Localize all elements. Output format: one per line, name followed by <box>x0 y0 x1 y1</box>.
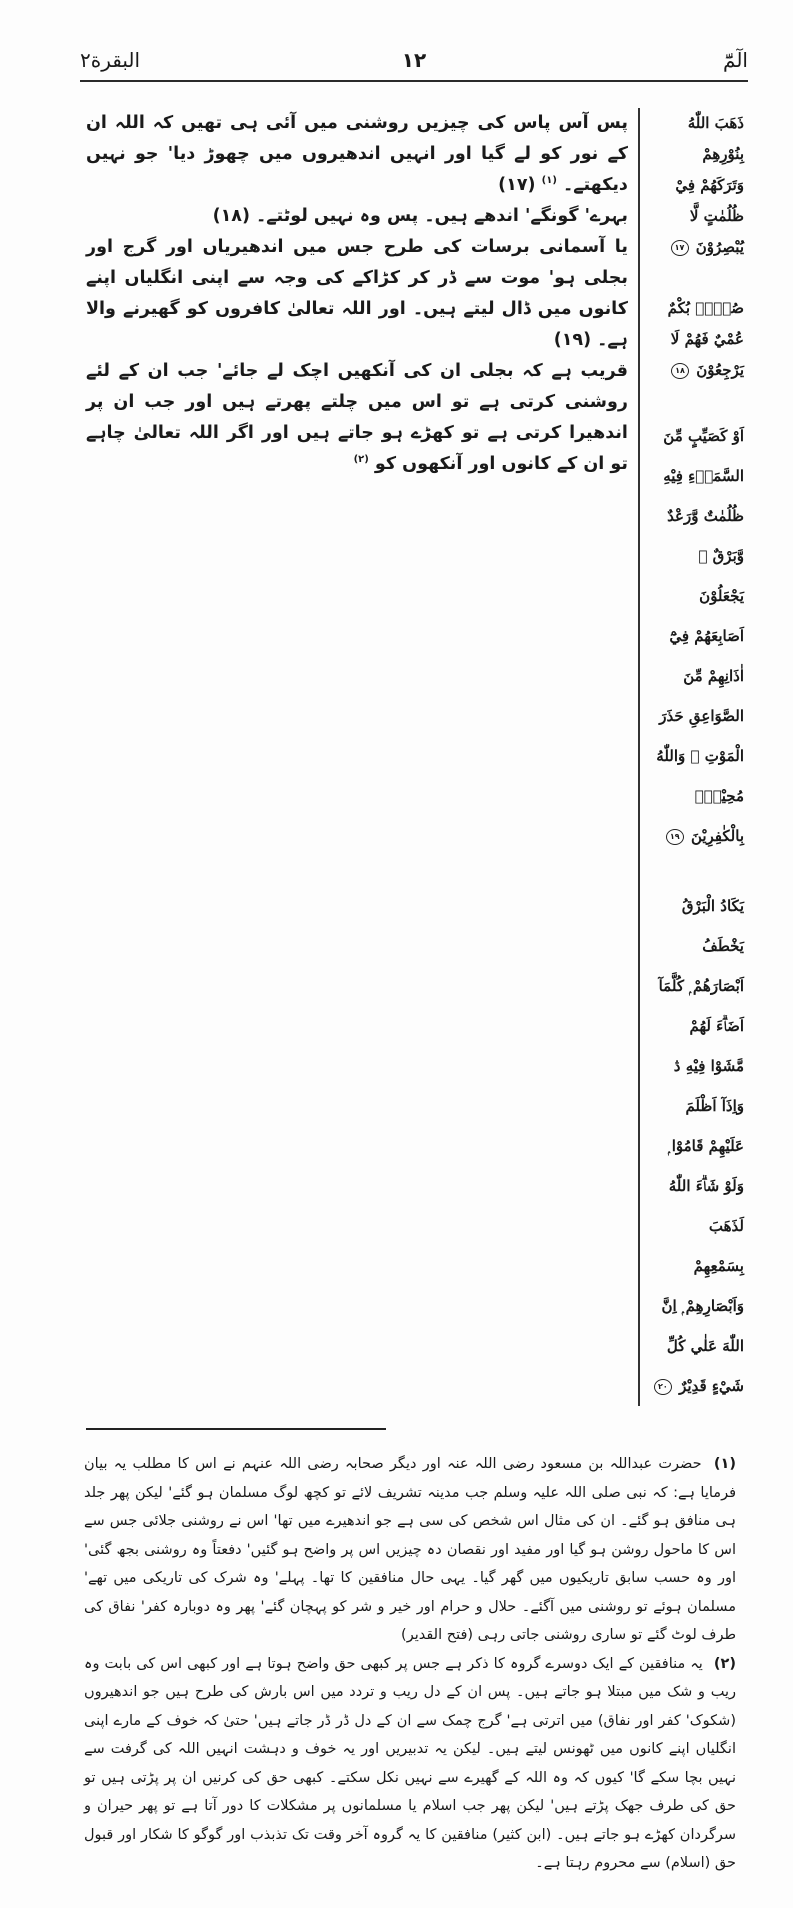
translation-paragraph <box>86 108 628 201</box>
footnote <box>84 1650 736 1878</box>
surah-name: البقرة٢ <box>80 48 141 72</box>
page-header <box>80 46 748 76</box>
urdu-translation-column <box>80 108 638 1406</box>
translation-text: پس آس پاس کی چیزیں روشنی میں آئی ہی تھیں کہ اللہ ان کے نور کو لے گیا اور انہیں اندھیروں میں چھوڑ دیا' جو نہیں دیکھتے۔ <box>86 113 628 195</box>
footnote-text: یہ منافقین کے ایک دوسرے گروہ کا ذکر ہے جس پر کبھی حق واضح ہوتا ہے اور کبھی اس کی بابت وہ ریب و شک میں مبتلا ہو جاتے ہیں۔ پس ان کے دل ریب و تردد میں اس بارش کی طرح ہیں جو اندھیروں (شکوک' کفر اور نفاق) میں اترتی ہے' گرج چمک سے ان کے دل ڈر ڈر جاتے ہیں' حتیٰ کہ خوف کے مارے اپنی انگلیاں اپنے کانوں میں ٹھونس لیتے ہیں۔ لیکن یہ تدبیریں اور یہ خوف و دہشت انہیں اللہ کی گرفت سے نہیں بچا سکے گا' کیوں کہ وہ اللہ کے گھیرے سے نہیں نکل سکتے۔ کبھی حق کی کرنیں ان پر پڑتی ہیں تو حق کی طرف جھک پڑتے ہیں' لیکن پھر جب اسلام یا مسلمانوں پر مشکلات کا دور آتا ہے تو پھر حیران و سرگردان کھڑے ہو جاتے ہیں۔ (ابن کثیر) منافقین کا یہ گروہ آخر وقت تک تذبذب اور گوگو کا شکار اور قبول حق (اسلام) سے محروم رہتا ہے۔ <box>84 1655 736 1871</box>
translation-text: یا آسمانی برسات کی طرح جس میں اندھیریاں اور گرج اور بجلی ہو' موت سے ڈر کر کڑاکے کی وجہ سے اپنی انگلیاں اپنے کانوں میں ڈال لیتے ہیں۔ اور اللہ تعالیٰ کافروں کو گھیرنے والا ہے۔ <box>86 237 628 350</box>
juz-name: الٓمّٓ <box>723 48 748 72</box>
verse-number: (١٧) <box>498 175 536 195</box>
verse-number: (١٨) <box>212 206 250 226</box>
footnote-ref[interactable]: (١) <box>541 175 557 187</box>
translation-text: قریب ہے کہ بجلی ان کی آنکھیں اچک لے جائے' جب ان کے لئے روشنی کرتی ہے تو اس میں چلتے پھرتے ہیں اور جب ان پر اندھیرا کرتی ہے تو کھڑے ہو جاتے ہیں اور اگر اللہ تعالیٰ چاہے تو ان کے کانوں اور آنکھوں کو <box>86 361 628 474</box>
arabic-verse <box>654 108 744 263</box>
translation-paragraph <box>86 201 628 232</box>
translation-paragraph <box>86 232 628 356</box>
footnotes <box>84 1450 736 1878</box>
ayah-end-marker-icon: ١٨ <box>671 363 689 379</box>
page-number: ١٢ <box>401 48 427 72</box>
footnote-ref[interactable]: (٢) <box>353 454 369 466</box>
arabic-verse <box>654 293 744 386</box>
arabic-verse-text: اَوْ كَصَيِّبٍ مِّنَ السَّمَاۗءِ فِيْهِ ظُلُمٰتٌ وَّرَعْدٌ وَّبَرْقٌ ۚ يَجْعَلُوْنَ اَصَابِعَهُمْ فِيْٓ اٰذَانِهِمْ مِّنَ الصَّوَاعِقِ حَذَرَ الْمَوْتِ ۭ وَاللّٰهُ مُحِيْطٌۢ بِالْكٰفِرِيْنَ <box>656 427 744 845</box>
footnote-separator <box>86 1428 386 1430</box>
arabic-verse <box>654 886 744 1406</box>
ayah-end-marker-icon: ١٧ <box>671 240 689 256</box>
footnote-text: حضرت عبداللہ بن مسعود رضی اللہ عنہ اور دیگر صحابہ رضی اللہ عنہم نے اس کا مطلب یہ بیان فرمایا ہے: کہ نبی صلی اللہ علیہ وسلم جب مدینہ تشریف لائے تو کچھ لوگ مسلمان ہو گئے' لیکن پھر جلد ہی منافق ہو گئے۔ ان کی مثال اس شخص کی سی ہے جو اندھیرے میں تھا' اس نے روشنی جلائی جس سے اس کا ماحول روشن ہو گیا اور مفید اور نقصان دہ چیزیں اس پر واضح ہو گئیں' دفعتاً وہ روشنی بجھ گئی' اور وہ حسب سابق تاریکیوں میں گھر گیا۔ یہی حال منافقین کا تھا۔ پہلے' وہ شرک کی تاریکی میں تھے' مسلمان ہوئے تو روشنی میں آگئے۔ حلال و حرام اور خیر و شر کو پہچان گئے' پھر وہ دوبارہ کفر' نفاق کی طرف لوٹ گئے تو ساری روشنی جاتی رہی <box>84 1456 736 1643</box>
header-rule <box>80 80 748 82</box>
translation-text: بہرے' گونگے' اندھے ہیں۔ پس وہ نہیں لوٹتے۔ <box>256 206 628 226</box>
arabic-verse-text: صُمٌّۢ بُكْمٌ عُمْيٌ فَهُمْ لَا يَرْجِعُوْنَ <box>667 299 744 379</box>
ayah-end-marker-icon: ٢٠ <box>654 1379 672 1395</box>
ayah-end-marker-icon: ١٩ <box>666 829 684 845</box>
arabic-verse-text: ذَهَبَ اللّٰهُ بِنُوْرِهِمْ وَتَرَكَهُمْ فِيْ ظُلُمٰتٍ لَّا يُبْصِرُوْنَ <box>675 114 744 256</box>
verse-columns <box>80 108 748 1406</box>
translation-paragraph <box>86 356 628 480</box>
arabic-verse-text: يَكَادُ الْبَرْقُ يَخْطَفُ اَبْصَارَھُمْ ۭ كُلَّمَآ اَضَاۗءَ لَھُمْ مَّشَوْا فِيْهِ ڎ وَاِذَآ اَظْلَمَ عَلَيْهِمْ قَامُوْا ۭ وَلَوْ شَاۗءَ اللّٰهُ لَذَھَبَ بِسَمْعِهِمْ وَاَبْصَارِهِمْ ۭ اِنَّ اللّٰهَ عَلٰي كُلِّ شَيْءٍ قَدِيْرٌ <box>658 897 744 1395</box>
footnote-number: (١) <box>713 1456 737 1472</box>
arabic-text-column <box>640 108 748 1406</box>
arabic-verse <box>654 416 744 856</box>
footnote-source: (فتح القدیر) <box>401 1627 474 1643</box>
verse-number: (١٩) <box>553 330 592 350</box>
footnote <box>84 1450 736 1650</box>
footnote-number: (٢) <box>713 1655 737 1672</box>
